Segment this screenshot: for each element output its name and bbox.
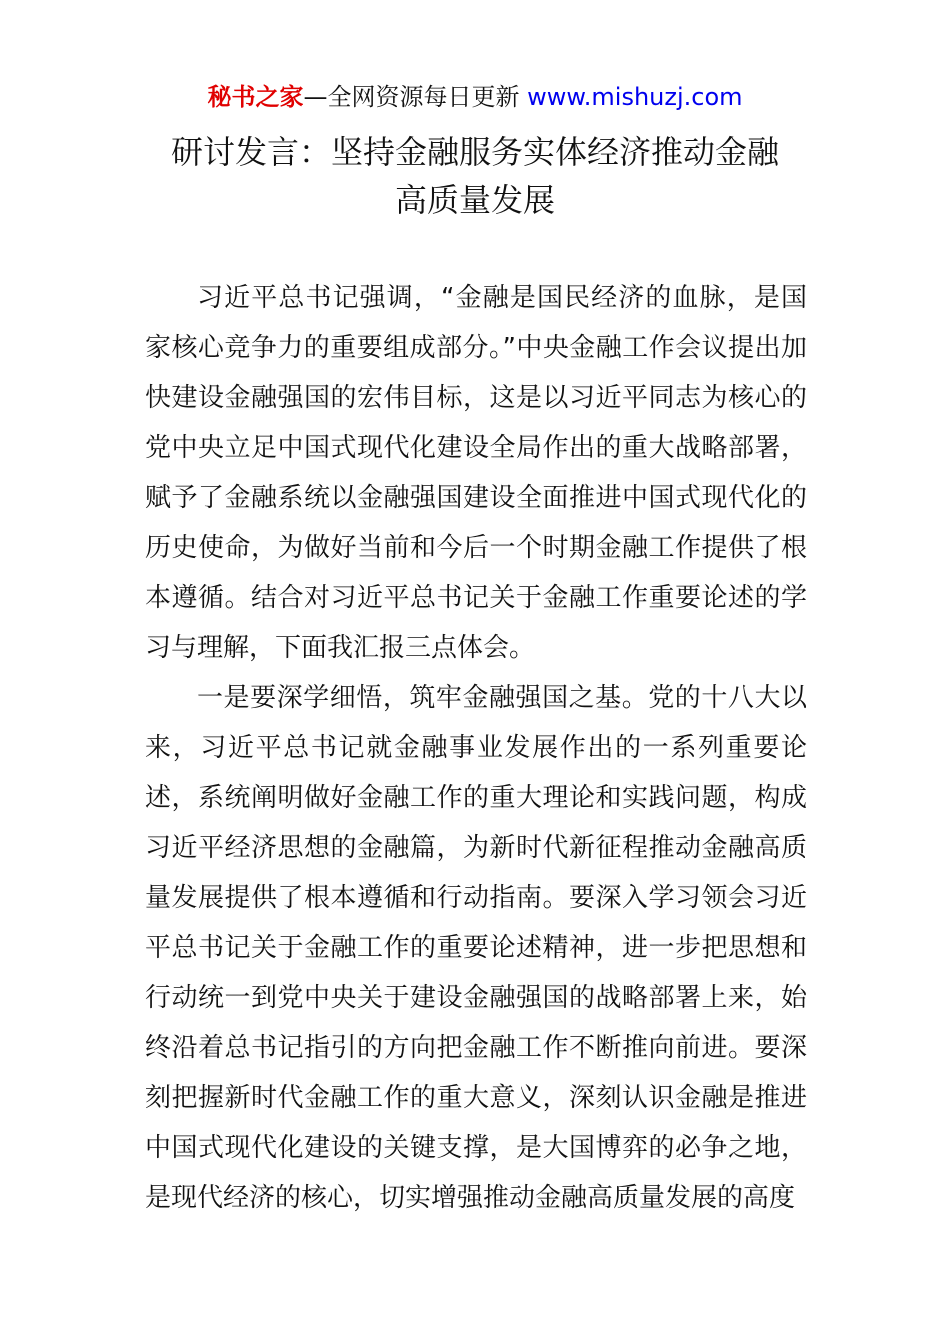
site-header <box>0 82 950 112</box>
title-line-2: 高质量发展 <box>394 181 555 219</box>
document-title <box>120 128 830 224</box>
header-tagline: —全网资源每日更新 <box>303 83 528 111</box>
title-line-1: 研讨发言：坚持金融服务实体经济推动金融 <box>170 133 779 171</box>
paragraph-point-one: 一是要深学细悟，筑牢金融强国之基。党的十八大以来，习近平总书记就金融事业发展作出的一系列重要论述，系统阐明做好金融工作的重大理论和实践问题，构成习近平经济思想的金融篇，为新时代新征程推动金融高质量发展提供了根本遵循和行动指南。要深入学习领会习近平总书记关于金融工作的重要论述精神，进一步把思想和行动统一到党中央关于建设金融强国的战略部署上来，始终沿着总书记指引的方向把金融工作不断推向前进。要深刻把握新时代金融工作的重大意义，深刻认识金融是推进中国式现代化建设的关键支撑，是大国博弈的必争之地，是现代经济的核心，切实增强推动金融高质量发展的高度 <box>145 683 807 1213</box>
brand-name: 秘书之家 <box>207 83 304 111</box>
site-url-link[interactable]: www.mishuzj.com <box>527 83 743 111</box>
paragraph-intro: 习近平总书记强调，“金融是国民经济的血脉，是国家核心竞争力的重要组成部分。”中央金融工作会议提出加快建设金融强国的宏伟目标，这是以习近平同志为核心的党中央立足中国式现代化建设全局作出的重大战略部署，赋予了金融系统以金融强国建设全面推进中国式现代化的历史使命，为做好当前和今后一个时期金融工作提供了根本遵循。结合对习近平总书记关于金融工作重要论述的学习与理解，下面我汇报三点体会。 <box>145 283 807 663</box>
document-body <box>145 273 807 1223</box>
